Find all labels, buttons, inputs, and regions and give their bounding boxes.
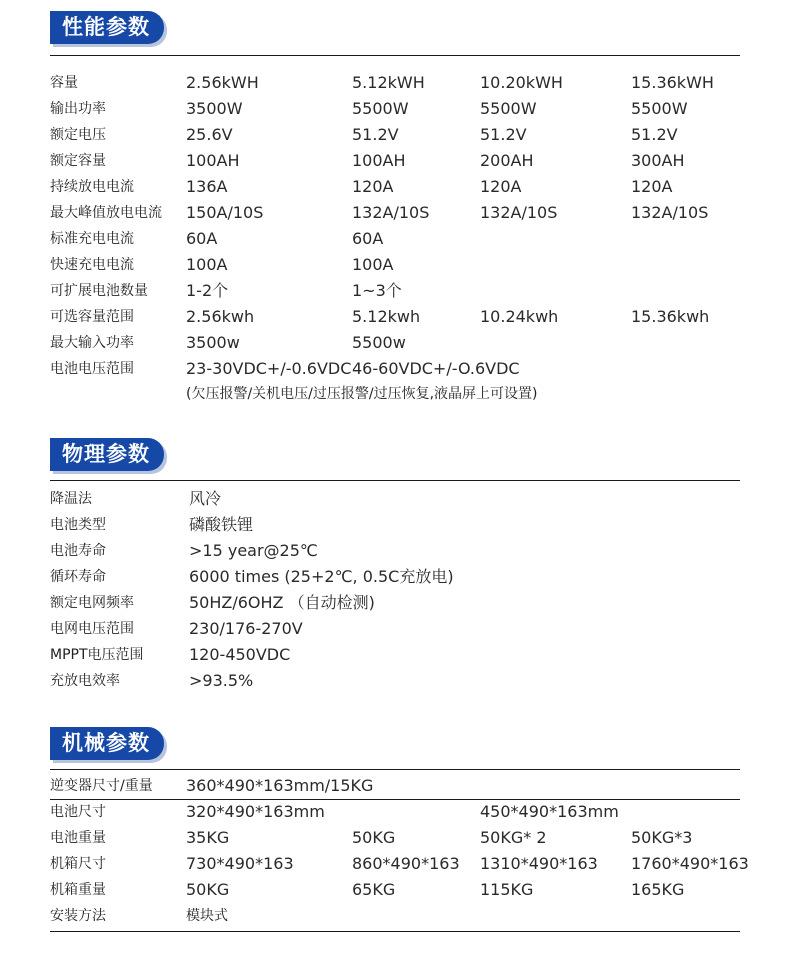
perf-row-rated-capacity [0,148,790,174]
row-value: 50KG [352,828,396,847]
row-value: 132A/10S [352,203,430,222]
row-value: 1-2个 [186,281,229,300]
row-value: 50KG*3 [631,828,693,847]
physical-divider [50,480,740,481]
row-value: 51.2V [631,125,678,144]
row-label: 机箱重量 [50,882,106,898]
row-label: 逆变器尺寸/重量 [50,778,153,794]
row-label: 安装方法 [50,908,106,924]
row-value: 50HZ/6OHZ （自动检测) [189,593,375,612]
row-value: 300AH [631,151,685,170]
row-label: 额定容量 [50,153,106,169]
row-value: 450*490*163mm [480,802,619,821]
row-value: 65KG [352,880,396,899]
row-value: 5.12kWH [352,73,425,92]
row-label: 最大峰值放电电流 [50,205,162,221]
physical-title: 物理参数 [50,438,164,471]
row-value: 15.36kwh [631,307,710,326]
row-value: 51.2V [352,125,399,144]
row-value: 360*490*163mm/15KG [186,776,374,795]
mech-row-installation [0,903,790,929]
row-value: 60A [352,229,384,248]
performance-divider [50,55,740,56]
row-value: 风冷 [189,489,222,508]
row-label: 电池重量 [50,830,106,846]
row-label: 电池寿命 [50,543,106,559]
row-value: 115KG [480,880,534,899]
row-value: 120A [352,177,394,196]
row-value: 51.2V [480,125,527,144]
row-label: 电池类型 [50,517,106,533]
row-label: MPPT电压范围 [50,647,144,663]
row-value: 132A/10S [480,203,558,222]
perf-row-max-input-power [0,330,790,356]
perf-row-standard-charge [0,226,790,252]
row-value: 1760*490*163 [631,854,749,873]
row-value: 100A [186,255,228,274]
row-value: 35KG [186,828,230,847]
mechanical-title: 机械参数 [50,727,164,760]
perf-row-expandable-batteries [0,278,790,304]
row-label: 充放电效率 [50,673,120,689]
row-value: 132A/10S [631,203,709,222]
mechanical-divider-top [50,769,740,770]
row-label: 输出功率 [50,101,106,117]
mech-row-cabinet-weight [0,877,790,903]
phys-row-grid-voltage [0,616,790,642]
row-value: 730*490*163 [186,854,294,873]
row-value: 2.56kwh [186,307,255,326]
row-value: 120A [480,177,522,196]
row-value: 5500W [352,99,409,118]
row-value: 120A [631,177,673,196]
perf-row-output-power [0,96,790,122]
row-value: 模块式 [186,908,228,924]
row-value: 100AH [186,151,240,170]
row-value: 5500w [352,333,406,352]
row-value: 200AH [480,151,534,170]
row-value: 46-60VDC+/-O.6VDC [352,359,520,378]
mech-row-cabinet-size [0,851,790,877]
row-value: 磷酸铁锂 [189,515,254,534]
performance-title: 性能参数 [50,11,164,44]
row-value: 25.6V [186,125,233,144]
row-label: 持续放电电流 [50,179,134,195]
phys-row-mppt-voltage [0,642,790,668]
row-label: 最大输入功率 [50,335,134,351]
perf-row-capacity-range [0,304,790,330]
row-value: 136A [186,177,228,196]
row-value: 860*490*163 [352,854,460,873]
row-label: 标准充电电流 [50,231,134,247]
row-value: 3500w [186,333,240,352]
row-value: 50KG* 2 [480,828,547,847]
row-label: 机箱尺寸 [50,856,106,872]
row-label: 降温法 [50,491,92,507]
row-label: 可选容量范围 [50,309,134,325]
perf-row-capacity [0,70,790,96]
phys-row-cycle-life [0,564,790,590]
row-value: 5.12kwh [352,307,421,326]
phys-row-efficiency [0,668,790,694]
row-value: >15 year@25℃ [189,541,318,560]
perf-row-continuous-discharge [0,174,790,200]
row-value: 1310*490*163 [480,854,598,873]
row-label: 可扩展电池数量 [50,283,148,299]
phys-row-battery-type [0,512,790,538]
row-value: 6000 times (25+2℃, 0.5C充放电) [189,567,454,586]
row-value: 23-30VDC+/-0.6VDC [186,359,352,378]
perf-row-peak-discharge [0,200,790,226]
row-value: 2.56kWH [186,73,259,92]
row-value: 60A [186,229,218,248]
row-label: 循环寿命 [50,569,106,585]
perf-row-rated-voltage [0,122,790,148]
row-label: 额定电网频率 [50,595,134,611]
voltage-settings-note: (欠压报警/关机电压/过压报警/过压恢复,液晶屏上可设置) [186,386,538,402]
row-value: 320*490*163mm [186,802,325,821]
row-value: 5500W [631,99,688,118]
row-value: 5500W [480,99,537,118]
row-label: 额定电压 [50,127,106,143]
row-value: 120-450VDC [189,645,291,664]
row-value: 230/176-270V [189,619,303,638]
row-value: >93.5% [189,671,254,690]
mech-row-battery-weight [0,825,790,851]
perf-row-battery-voltage-range [0,356,790,382]
perf-row-fast-charge [0,252,790,278]
row-value: 10.20kWH [480,73,563,92]
phys-row-battery-life [0,538,790,564]
row-label: 电池尺寸 [50,804,106,820]
mech-row-battery-size [0,799,790,825]
row-label: 电池电压范围 [50,361,134,377]
row-value: 1~3个 [352,281,402,300]
row-value: 100A [352,255,394,274]
row-value: 100AH [352,151,406,170]
perf-note-row [0,381,790,407]
row-label: 电网电压范围 [50,621,134,637]
row-value: 50KG [186,880,230,899]
row-value: 3500W [186,99,243,118]
mechanical-divider-bottom [50,931,740,932]
mech-row-inverter-size-weight [0,773,790,799]
phys-row-cooling [0,486,790,512]
row-value: 15.36kWH [631,73,714,92]
row-label: 容量 [50,75,78,91]
row-value: 150A/10S [186,203,264,222]
row-value: 165KG [631,880,685,899]
row-value: 10.24kwh [480,307,559,326]
row-label: 快速充电电流 [50,257,134,273]
phys-row-grid-frequency [0,590,790,616]
